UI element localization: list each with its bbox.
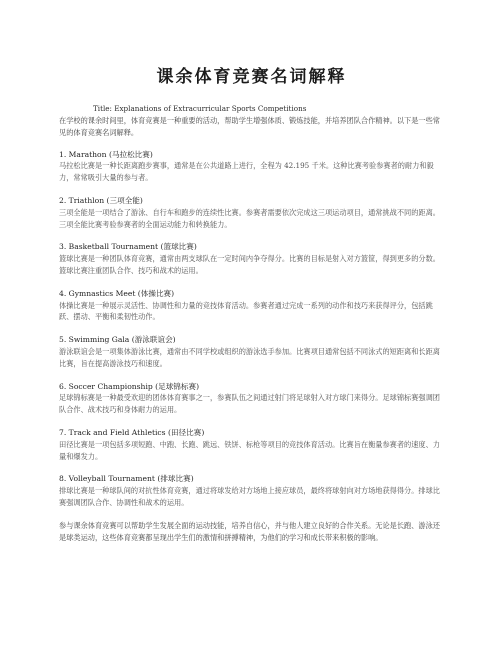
section-heading: 1. Marathon (马拉松比赛) <box>59 149 153 159</box>
section-swimming <box>59 334 444 369</box>
section-text: 足球锦标赛是一种最受欢迎的团体体育赛事之一，参赛队伍之间通过射门将足球射入对方球门来得分。足球锦标赛强调团队合作、战术技巧和身体耐力的运用。 <box>59 393 440 415</box>
section-heading: 3. Basketball Tournament (篮球比赛) <box>59 242 197 252</box>
section-marathon <box>59 149 444 184</box>
section-basketball <box>59 241 444 276</box>
section-heading: 5. Swimming Gala (游泳联谊会) <box>59 335 176 345</box>
section-heading: 8. Volleyball Tournament (排球比赛) <box>59 474 194 484</box>
section-soccer <box>59 381 444 416</box>
section-text: 田径比赛是一项包括多项短跑、中跑、长跑、跳远、铁饼、标枪等项目的竞技体育活动。比赛旨在衡量参赛者的速度、力量和爆发力。 <box>59 439 440 461</box>
section-text: 体操比赛是一种展示灵活性、协调性和力量的竞技体育活动。参赛者通过完成一系列的动作和技巧来获得评分，包括跳跃、摆动、平衡和柔韧性动作。 <box>59 300 433 322</box>
section-heading: 7. Track and Field Athletics (田径比赛) <box>59 427 205 437</box>
section-triathlon <box>59 195 444 230</box>
section-volleyball <box>59 473 444 508</box>
section-text: 游泳联谊会是一项集体游泳比赛，通常由不同学校或组织的游泳选手参加。比赛项目通常包括不同泳式的短距离和长距离比赛，旨在提高游泳技巧和速度。 <box>59 346 440 368</box>
section-text: 排球比赛是一种球队间的对抗性体育竞赛，通过将球发给对方场地上接应球员，最终将球射向对方场地获得得分。排球比赛强调团队合作、协调性和战术的运用。 <box>59 486 440 507</box>
document-title: 课余体育竞赛名词解释 <box>156 67 347 87</box>
section-heading: 4. Gymnastics Meet (体操比赛) <box>59 288 175 298</box>
section-text: 三项全能是一项结合了游泳、自行车和跑步的连续性比赛。参赛者需要依次完成这三项运动项目，通常挑战不同的距离。三项全能比赛考验参赛者的全面运动能力和转换能力。 <box>59 207 440 229</box>
section-gymnastics <box>59 288 444 323</box>
section-track-field <box>59 427 444 462</box>
section-text: 马拉松比赛是一种长距离跑步赛事，通常是在公共道路上进行，全程为 42.195 千米。这种比赛考验参赛者的耐力和毅力，常常吸引大量的参与者。 <box>59 161 434 183</box>
section-heading: 2. Triathlon (三项全能) <box>59 195 143 205</box>
document-subtitle: Title: Explanations of Extracurricular Sports Competitions <box>93 104 307 113</box>
intro-paragraph: 在学校的课余时间里，体育竞赛是一种重要的活动，帮助学生增强体质、锻炼技能，并培养团队合作精神。以下是一些常见的体育竞赛名词解释。 <box>59 116 440 137</box>
conclusion-paragraph: 参与课余体育竞赛可以帮助学生发展全面的运动技能，培养自信心，并与他人建立良好的合作关系。无论是长跑、游泳还是球类运动，这些体育竞赛都呈现出学生们的激情和拼搏精神，为他们的学习和成长带来积极的影响。 <box>59 520 440 542</box>
section-heading: 6. Soccer Championship (足球锦标赛) <box>59 381 200 391</box>
section-text: 篮球比赛是一种团队体育竞赛，通常由两支球队在一定时间内争夺得分。比赛的目标是射入对方篮筐，得到更多的分数。篮球比赛注重团队合作、技巧和战术的运用。 <box>59 254 440 275</box>
